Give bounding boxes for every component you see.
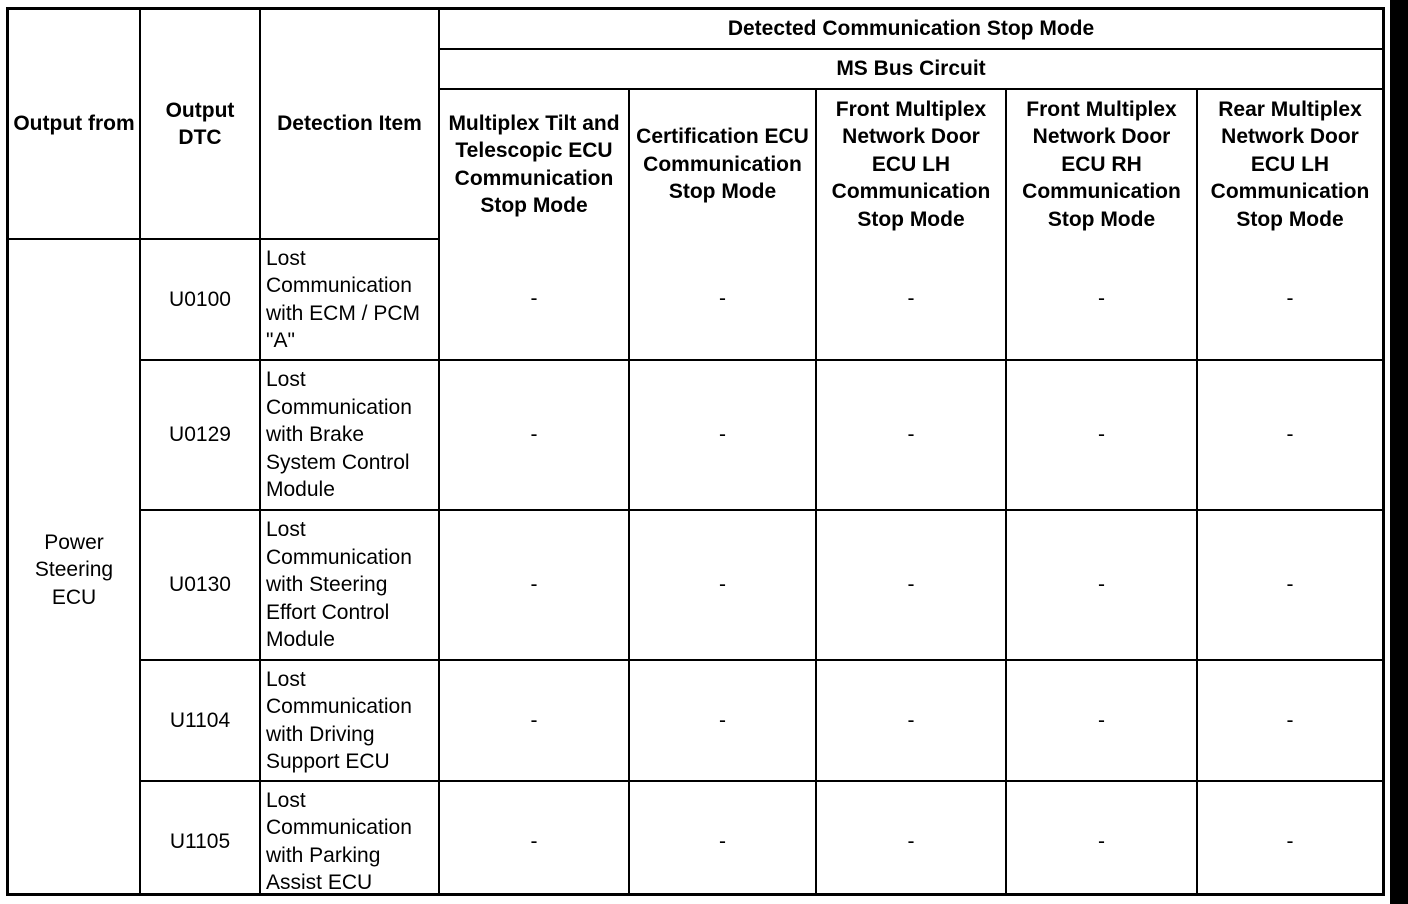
mode-value: -: [629, 781, 816, 896]
mode-value: -: [816, 781, 1006, 896]
mode-value: -: [1006, 360, 1197, 510]
header-mode-front-door-rh: Front Multiplex Network Door ECU RH Communication Stop Mode: [1006, 89, 1197, 239]
header-detection-item: Detection Item: [260, 10, 439, 239]
mode-value: -: [1006, 510, 1197, 660]
mode-value: -: [816, 510, 1006, 660]
mode-value: -: [1197, 510, 1382, 660]
detection-item: Lost Communication with Parking Assist ECU: [260, 781, 439, 896]
output-from-cell: Power Steering ECU: [9, 239, 140, 896]
detection-item: Lost Communication with Steering Effort Control Module: [260, 510, 439, 660]
header-mode-certification: Certification ECU Communication Stop Mode: [629, 89, 816, 239]
mode-value: -: [1006, 660, 1197, 781]
table-row: [9, 510, 1382, 660]
mode-value: -: [629, 660, 816, 781]
table-row: [9, 239, 1382, 360]
header-mode-front-door-lh: Front Multiplex Network Door ECU LH Communication Stop Mode: [816, 89, 1006, 239]
mode-value: -: [629, 510, 816, 660]
header-output-from: Output from: [9, 10, 140, 239]
dtc-table-frame: [6, 7, 1385, 896]
mode-value: -: [816, 360, 1006, 510]
dtc-code: U1104: [140, 660, 260, 781]
mode-value: -: [439, 360, 629, 510]
mode-value: -: [1197, 360, 1382, 510]
table-row: [9, 360, 1382, 510]
dtc-code: U0130: [140, 510, 260, 660]
right-edge-bar: [1390, 0, 1408, 904]
mode-value: -: [1197, 660, 1382, 781]
dtc-code: U0129: [140, 360, 260, 510]
header-ms-bus-circuit: MS Bus Circuit: [439, 49, 1382, 89]
mode-value: -: [439, 510, 629, 660]
mode-value: -: [1006, 781, 1197, 896]
dtc-code: U1105: [140, 781, 260, 896]
header-output-dtc: Output DTC: [140, 10, 260, 239]
mode-value: -: [1197, 239, 1382, 360]
mode-value: -: [439, 660, 629, 781]
header-mode-rear-door-lh: Rear Multiplex Network Door ECU LH Communication Stop Mode: [1197, 89, 1382, 239]
dtc-table: [9, 10, 1382, 896]
mode-value: -: [439, 239, 629, 360]
mode-value: -: [816, 239, 1006, 360]
mode-value: -: [816, 660, 1006, 781]
mode-value: -: [629, 360, 816, 510]
mode-value: -: [1006, 239, 1197, 360]
mode-value: -: [439, 781, 629, 896]
mode-value: -: [1197, 781, 1382, 896]
mode-value: -: [629, 239, 816, 360]
dtc-code: U0100: [140, 239, 260, 360]
detection-item: Lost Communication with ECM / PCM "A": [260, 239, 439, 360]
detection-item: Lost Communication with Brake System Control Module: [260, 360, 439, 510]
header-detected-stop-mode: Detected Communication Stop Mode: [439, 10, 1382, 49]
detection-item: Lost Communication with Driving Support ECU: [260, 660, 439, 781]
table-row: [9, 660, 1382, 781]
table-row: [9, 781, 1382, 896]
header-mode-tilt-telescopic: Multiplex Tilt and Telescopic ECU Communication Stop Mode: [439, 89, 629, 239]
